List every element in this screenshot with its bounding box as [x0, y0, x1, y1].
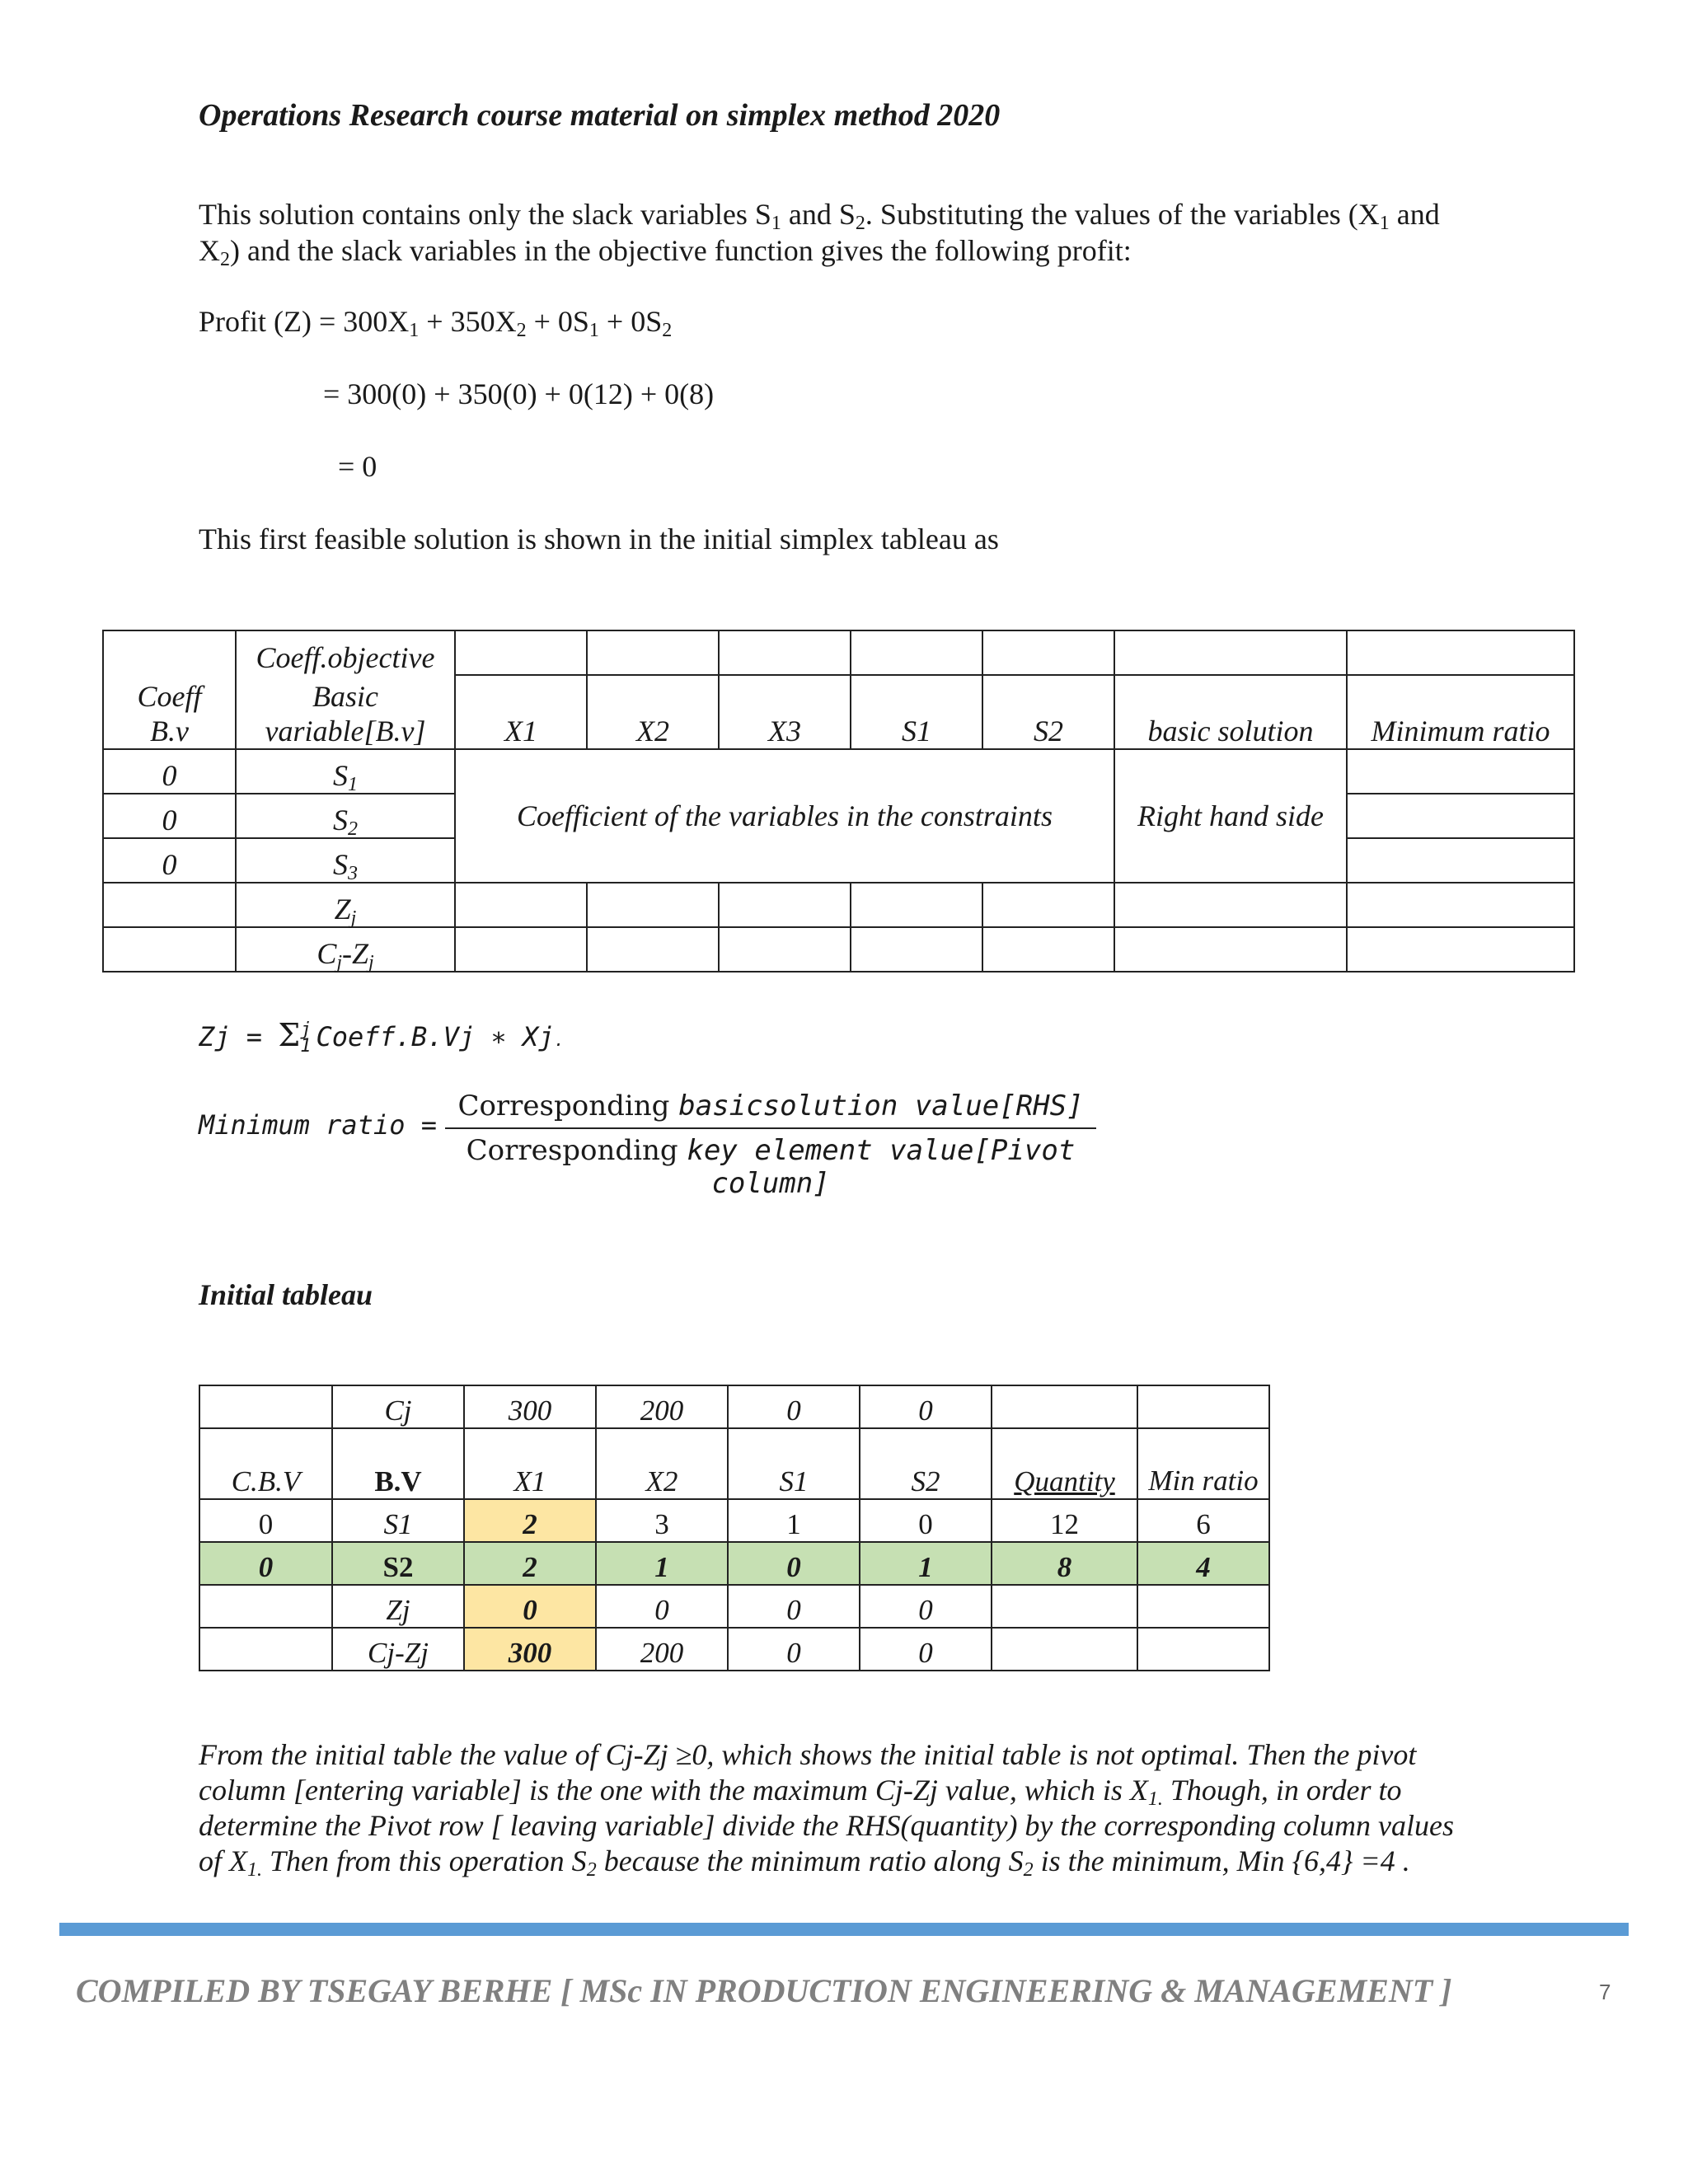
min-ratio-label: Minimum ratio = [199, 1109, 437, 1141]
row-var: $S_1$ [236, 749, 455, 794]
zj-formula: Zj = Σ j 1 Coeff.B.Vj ∗ Xj. [199, 1017, 565, 1057]
row-var: $S_3$ [236, 838, 455, 883]
initial-tableau [199, 1385, 1270, 1671]
zj-row: Zj 0 0 0 0 [199, 1585, 1269, 1628]
rhs-region: Right hand side [1114, 749, 1347, 883]
fraction-bar [445, 1127, 1096, 1129]
min-ratio-fraction [445, 1090, 1096, 1200]
initial-tableau-title: Initial tableau [199, 1278, 373, 1311]
fraction-numerator: Corresponding basicsolution value[RHS] [457, 1090, 1084, 1122]
coeff-bv-header: Coeff B.v [103, 675, 236, 749]
profit-line-3: = 0 [338, 450, 377, 483]
coefficient-region: Coefficient of the variables in the constraints [455, 749, 1114, 883]
cj-zj-row: Cj-Zj 300 200 0 0 [199, 1628, 1269, 1671]
col-header: Minimum ratio [1347, 675, 1574, 749]
row-coef: 0 [103, 794, 236, 838]
col-header: basic solution [1114, 675, 1347, 749]
col-header: S2 [982, 675, 1114, 749]
footer-text: COMPILED BY TSEGAY BERHE [ MSc IN PRODUCTION ENGINEERING & MANAGEMENT ] [76, 1972, 1452, 2009]
basic-variable-header: Basic variable[B.v] [236, 675, 455, 749]
row-var: $S_2$ [236, 794, 455, 838]
cj-row: Cj 300 200 0 0 [199, 1385, 1269, 1428]
cj-zj-label: $C_j-Z_j$ [236, 927, 455, 972]
table-row: 0 S1 2 3 1 0 12 6 [199, 1499, 1269, 1542]
zj-label: $Z_j$ [236, 883, 455, 927]
col-header: X3 [719, 675, 851, 749]
col-header: X1 [455, 675, 587, 749]
pivot-row: 0 S2 2 1 0 1 8 4 [199, 1542, 1269, 1585]
profit-line-1: Profit $(Z) = 300X_1 + 350X_2 + 0S_1 + 0S_2$ [199, 305, 673, 341]
row-coef: 0 [103, 838, 236, 883]
page-number: 7 [1599, 1980, 1611, 2004]
tableau-template [102, 630, 1575, 972]
profit-line-2: = 300(0) + 350(0) + 0(12) + 0(8) [323, 377, 715, 410]
footer-divider [59, 1923, 1629, 1936]
fraction-denominator: Corresponding key element value[Pivot column] [466, 1134, 1076, 1200]
feasible-text: This first feasible solution is shown in the initial simplex tableau as [199, 523, 999, 555]
page-header: Operations Research course material on simplex method 2020 [199, 98, 1001, 133]
header-row: C.B.V B.V X1 X2 S1 S2 Quantity Min ratio [199, 1428, 1269, 1499]
coeff-objective-label: Coeff.objective [236, 630, 455, 675]
col-header: X2 [587, 675, 719, 749]
row-coef: 0 [103, 749, 236, 794]
conclusion-paragraph: From the initial table the value of Cj-Zj ≥0, which shows the initial table is not optimal. Then the pivot column [entering variable] is the one with the maximum Cj-Zj value, which is $X_{1.}$ Though, in order to determine the Pivot row [ leaving variable] divide the RHS(quantity) by the corresponding column values of $X_{1.}$ Then from this operation $S_2$ because the minimum ratio along $S_2$ is the minimum, Min {6,4} =4 . [199, 1738, 1454, 1881]
col-header: S1 [851, 675, 982, 749]
intro-paragraph: This solution contains only the slack variables $S_1$ and $S_2$. Substituting the values of the variables ($X_1$ and $X_2$) and the slack variables in the objective function gives the following profit: [199, 198, 1440, 270]
